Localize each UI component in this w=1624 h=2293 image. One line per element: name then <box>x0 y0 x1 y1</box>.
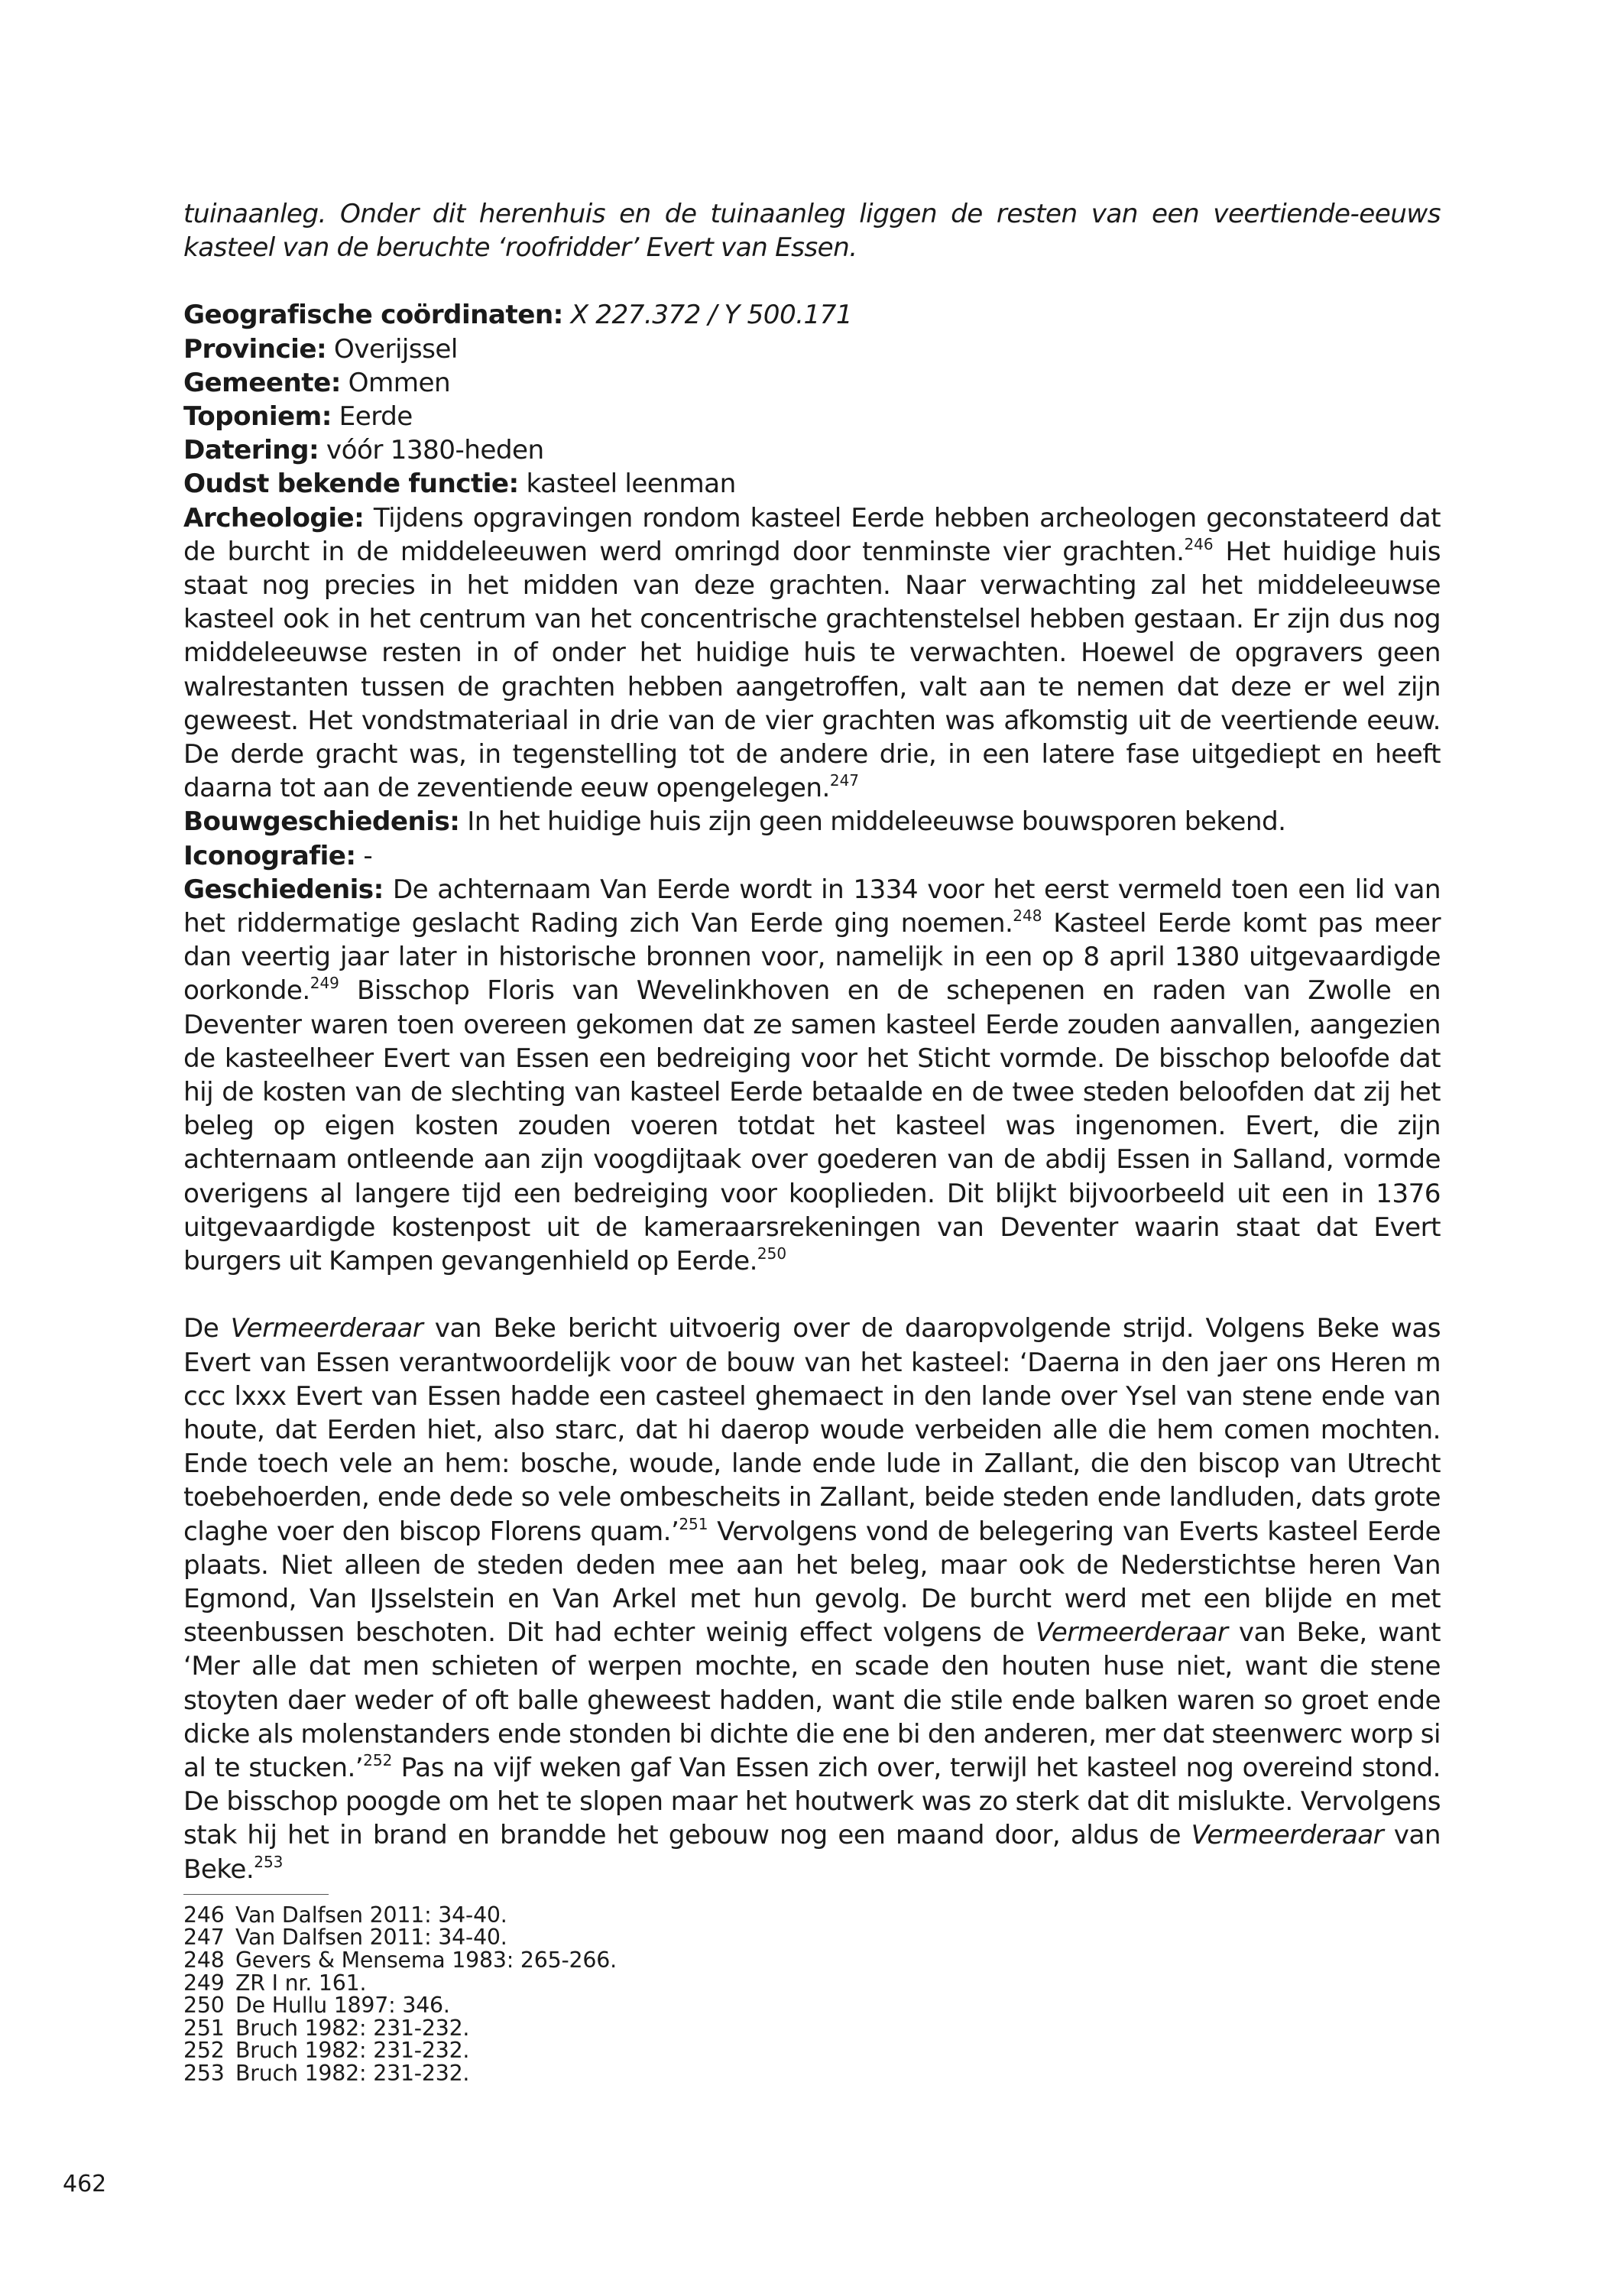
footnote-text: Bruch 1982: 231-232. <box>235 2038 470 2064</box>
body2-text-2: van Beke bericht uitvoerig over de daaropvolgende strijd. Volgens Beke was Evert van Essen verantwoordelijk voor de bouw van het kasteel: ‘Daerna in den jaer ons Heren m ccc lxxx Evert van Essen hadde een casteel ghemaect in den lande over Ysel van stene ende van houte, dat Eerden hiet, also starc, dat hi daerop woude verbeiden alle die hem comen mochten. Ende toech vele an hem: bosche, woude, lande ende lude in Zallant, die den biscop van Utrecht toebehoerden, ende dede so vele ombescheits in Zallant, beide steden ende landluden, dats grote claghe voer den biscop Florens quam.’ <box>183 1313 1441 1547</box>
footnote-253 <box>183 2062 1441 2085</box>
geschiedenis-label: Geschiedenis: <box>183 874 384 905</box>
toponiem-label: Toponiem: <box>183 401 332 433</box>
iconografie-text: - <box>363 840 373 871</box>
footnote-number: 253 <box>183 2060 225 2086</box>
gemeente-label: Gemeente: <box>183 367 341 398</box>
gemeente <box>183 366 1441 400</box>
body2-title-1: Vermeerderaar <box>230 1313 423 1344</box>
footnote-text: Van Dalfsen 2011: 34-40. <box>235 1925 507 1951</box>
geo-coordinates <box>183 298 1441 332</box>
body-paragraph-2 <box>183 1312 1441 1886</box>
datering-value: vóór 1380-heden <box>326 435 544 466</box>
footnote-number: 252 <box>183 2038 225 2064</box>
body2-title-2: Vermeerderaar <box>1035 1617 1228 1649</box>
body2-title-3: Vermeerderaar <box>1191 1820 1384 1851</box>
footnote-248 <box>183 1949 1441 1972</box>
footnote-divider <box>183 1894 329 1895</box>
footnote-ref-248[interactable]: 248 <box>1013 906 1042 926</box>
page-number: 462 <box>63 2171 107 2197</box>
footnote-number: 249 <box>183 1970 225 1996</box>
footnote-250 <box>183 1994 1441 2017</box>
footnote-number: 247 <box>183 1925 225 1951</box>
page-content <box>183 197 1441 2085</box>
footnote-number: 250 <box>183 1993 225 2019</box>
archeologie-text-2: Het huidige huis staat nog precies in het midden van deze grachten. Naar verwachting zal het middeleeuwse kasteel ook in het centrum van het concentrische grachtenstelsel hebben gestaan. Er zijn dus nog middeleeuwse resten in of onder het huidige huis te verwachten. Hoewel de opgravers geen walrestanten tussen de grachten hebben aangetroffen, valt aan te nemen dat deze er wel zijn geweest. Het vondstmateriaal in drie van de vier grachten was afkomstig uit de veertiende eeuw. De derde gracht was, in tegenstelling tot de andere drie, in een latere fase uitgediept en heeft daarna tot aan de zeventiende eeuw opengelegen. <box>183 536 1441 804</box>
footnote-251 <box>183 2017 1441 2040</box>
footnote-246 <box>183 1904 1441 1927</box>
geschiedenis-text-3: Bisschop Floris van Wevelinkhoven en de schepenen en raden van Zwolle en Deventer waren toen overeen gekomen dat ze samen kasteel Eerde zouden aanvallen, aangezien de kasteelheer Evert van Essen een bedreiging voor het Sticht vormde. De bisschop beloofde dat hij de kosten van de slechting van kasteel Eerde betaalde en de twee steden beloofden dat zij het beleg op eigen kosten zouden voeren totdat het kasteel was ingenomen. Evert, die zijn achternaam ontleende aan zijn voogdijtaak over goederen van de abdij Essen in Salland, vormde overigens al langere tijd een bedreiging voor kooplieden. Dit blijkt bijvoorbeeld uit een in 1376 uitgevaardigde kostenpost uit de kameraarsrekeningen van Deventer waarin staat dat Evert burgers uit Kampen gevangenhield op Eerde. <box>183 975 1441 1277</box>
geschiedenis-text-1: De achternaam Van Eerde wordt in 1334 voor het eerst vermeld toen een lid van het riddermatige geslacht Rading zich Van Eerde ging noemen. <box>183 874 1441 939</box>
paragraph-gap <box>183 264 1441 298</box>
datering <box>183 433 1441 467</box>
iconografie-paragraph <box>183 839 1441 873</box>
archeologie-paragraph <box>183 501 1441 806</box>
functie-label: Oudst bekende functie: <box>183 469 519 500</box>
footnote-text: Van Dalfsen 2011: 34-40. <box>235 1902 507 1928</box>
toponiem-value: Eerde <box>339 401 413 433</box>
archeologie-text-1: Tijdens opgravingen rondom kasteel Eerde hebben archeologen geconstateerd dat de burcht in de middeleeuwen werd omringd door tenminste vier grachten. <box>183 502 1441 567</box>
body2-text-6: van Beke. <box>183 1820 1441 1885</box>
metadata-block <box>183 298 1441 501</box>
body2-text-1: De <box>183 1313 231 1344</box>
footnote-number: 246 <box>183 1902 225 1928</box>
toponiem <box>183 400 1441 433</box>
footnote-247 <box>183 1926 1441 1949</box>
footnote-ref-246[interactable]: 246 <box>1184 534 1214 553</box>
body2-text-5: Pas na vijf weken gaf Van Essen zich over, terwijl het kasteel nog overeind stond. De bisschop poogde om het te slopen maar het houtwerk was zo sterk dat dit mislukte. Vervolgens stak hij het in brand en brandde het gebouw nog een maand door, aldus de <box>183 1752 1441 1851</box>
datering-label: Datering: <box>183 435 319 466</box>
paragraph-gap <box>183 1278 1441 1312</box>
footnote-252 <box>183 2039 1441 2062</box>
footnote-number: 251 <box>183 2015 225 2041</box>
geschiedenis-text-2: Kasteel Eerde komt pas meer dan veertig jaar later in historische bronnen voor, namelijk in een op 8 april 1380 uitgevaardigde oorkonde. <box>183 908 1441 1007</box>
provincie-value: Overijssel <box>333 333 458 365</box>
geschiedenis-paragraph <box>183 873 1441 1278</box>
provincie <box>183 332 1441 366</box>
intro-paragraph: tuinaanleg. Onder dit herenhuis en de tuinaanleg liggen de resten van een veertiende-eeuws kasteel van de beruchte ‘roofridder’ Evert van Essen. <box>183 199 1441 264</box>
archeologie-label: Archeologie: <box>183 502 365 534</box>
footnote-text: ZR I nr. 161. <box>235 1970 367 1996</box>
iconografie-label: Iconografie: <box>183 840 356 871</box>
bouwgeschiedenis-paragraph <box>183 805 1441 838</box>
footnote-text: De Hullu 1897: 346. <box>235 1993 450 2019</box>
oudst-bekende-functie <box>183 467 1441 501</box>
footnote-text: Bruch 1982: 231-232. <box>235 2060 470 2086</box>
footnote-list <box>183 1904 1441 2085</box>
geo-label: Geografische coördinaten: <box>183 300 563 331</box>
geo-value: X 227.372 / Y 500.171 <box>570 300 853 331</box>
footnote-text: Gevers & Mensema 1983: 265-266. <box>235 1947 617 1973</box>
footnote-ref-252[interactable]: 252 <box>363 1750 393 1769</box>
footnote-249 <box>183 1972 1441 1995</box>
bouwgeschiedenis-text: In het huidige huis zijn geen middeleeuwse bouwsporen bekend. <box>467 806 1286 838</box>
body2-text-3: Vervolgens vond de belegering van Everts kasteel Eerde plaats. Niet alleen de steden deden mee aan het beleg, maar ook de Nederstichtse heren Van Egmond, Van IJsselstein en Van Arkel met hun gevolg. De burcht werd met een blijde en met steenbussen beschoten. Dit had echter weinig effect volgens de <box>183 1516 1441 1649</box>
bouwgeschiedenis-label: Bouwgeschiedenis: <box>183 806 460 838</box>
footnote-ref-250[interactable]: 250 <box>757 1244 787 1263</box>
footnote-ref-251[interactable]: 251 <box>679 1514 708 1533</box>
footnote-text: Bruch 1982: 231-232. <box>235 2015 470 2041</box>
footnote-ref-247[interactable]: 247 <box>829 771 860 790</box>
provincie-label: Provincie: <box>183 333 327 365</box>
gemeente-value: Ommen <box>348 367 451 398</box>
functie-value: kasteel leenman <box>526 469 736 500</box>
footnote-ref-249[interactable]: 249 <box>310 974 339 993</box>
footnote-number: 248 <box>183 1947 225 1973</box>
body2-text-4: van Beke, want ‘Mer alle dat men schieten of werpen mochte, en scade den houten huse niet, want die stene stoyten daer weder of oft balle gheweest hadden, want die stile ende balken waren so groet ende dicke als molenstanders ende stonden bi dichte die ene bi den anderen, mer dat steenwerc worp si al te stucken.’ <box>183 1617 1441 1783</box>
footnote-ref-253[interactable]: 253 <box>254 1852 284 1871</box>
